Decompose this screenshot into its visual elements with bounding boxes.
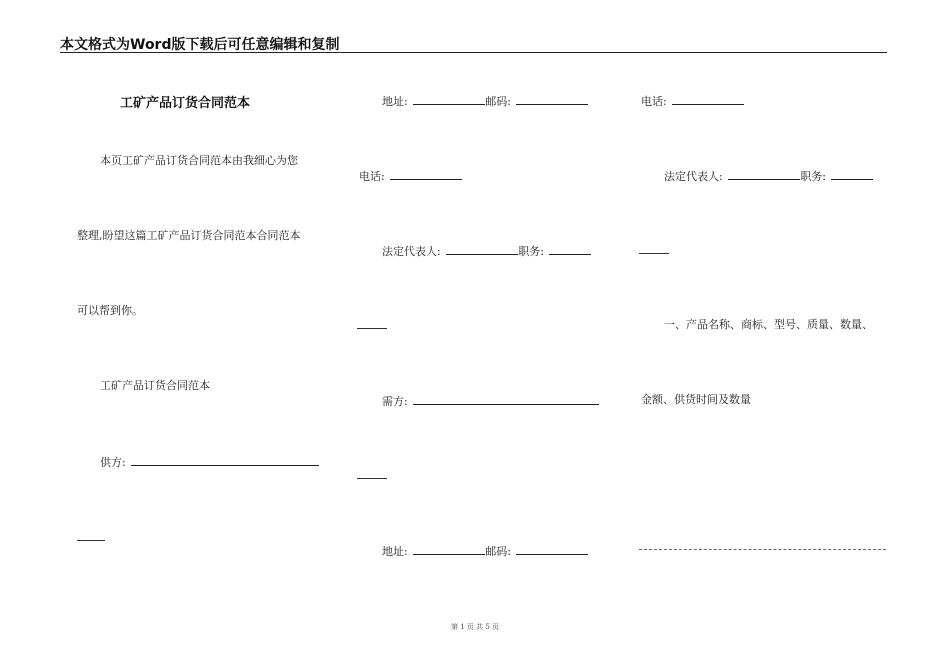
buyer-row (382, 393, 599, 409)
intro-line-2: 整理,盼望这篇工矿产品订货合同范本合同范本 (77, 229, 301, 242)
header-rule (60, 52, 887, 53)
phone-label: 电话: (641, 95, 667, 108)
position-blank-continuation (639, 253, 669, 254)
address-label: 地址: (382, 95, 408, 108)
legal-rep-label: 法定代表人: (664, 170, 723, 183)
buyer-legal-rep-row (664, 168, 873, 184)
buyer-legal-rep-row (382, 243, 591, 259)
phone-blank[interactable] (390, 168, 462, 180)
postcode-label: 邮码: (485, 95, 511, 108)
buyer-blank-continuation (357, 478, 387, 479)
phone-label: 电话: (359, 170, 385, 183)
position-label: 职务: (800, 170, 826, 183)
buyer-phone-row (641, 93, 744, 109)
supplier-phone-row (359, 168, 462, 184)
supplier-blank[interactable] (131, 454, 319, 466)
legal-rep-label: 法定代表人: (382, 245, 441, 258)
item1-line-1: 一、产品名称、商标、型号、质量、数量、 (664, 318, 873, 331)
intro-line-1: 本页工矿产品订货合同范本由我细心为您 (100, 154, 298, 167)
postcode-blank[interactable] (516, 543, 588, 555)
buyer-label: 需方: (382, 395, 408, 408)
position-blank-continuation (357, 328, 387, 329)
buyer-address-row (382, 543, 588, 559)
position-label: 职务: (518, 245, 544, 258)
item1-line-2: 金额、供货时间及数量 (641, 393, 751, 406)
legal-rep-blank[interactable] (446, 243, 518, 255)
supplier-row (100, 454, 319, 470)
address-blank[interactable] (413, 93, 485, 105)
position-blank[interactable] (549, 243, 591, 255)
postcode-blank[interactable] (516, 93, 588, 105)
address-blank[interactable] (413, 543, 485, 555)
supplier-label: 供方: (100, 456, 126, 469)
page-footer: 第 1 页 共 5 页 (450, 623, 500, 631)
postcode-label: 邮码: (485, 545, 511, 558)
supplier-address-row (382, 93, 588, 109)
legal-rep-blank[interactable] (728, 168, 800, 180)
section-dashed-divider (639, 549, 886, 550)
address-label: 地址: (382, 545, 408, 558)
document-header: 本文格式为Word版下载后可任意编辑和复制 (60, 37, 340, 53)
phone-blank[interactable] (672, 93, 744, 105)
contract-subtitle: 工矿产品订货合同范本 (100, 379, 210, 392)
contract-title: 工矿产品订货合同范本 (120, 96, 251, 111)
supplier-blank-continuation (77, 540, 105, 541)
position-blank[interactable] (831, 168, 873, 180)
buyer-blank[interactable] (413, 393, 599, 405)
intro-line-3: 可以帮到你。 (77, 304, 143, 317)
